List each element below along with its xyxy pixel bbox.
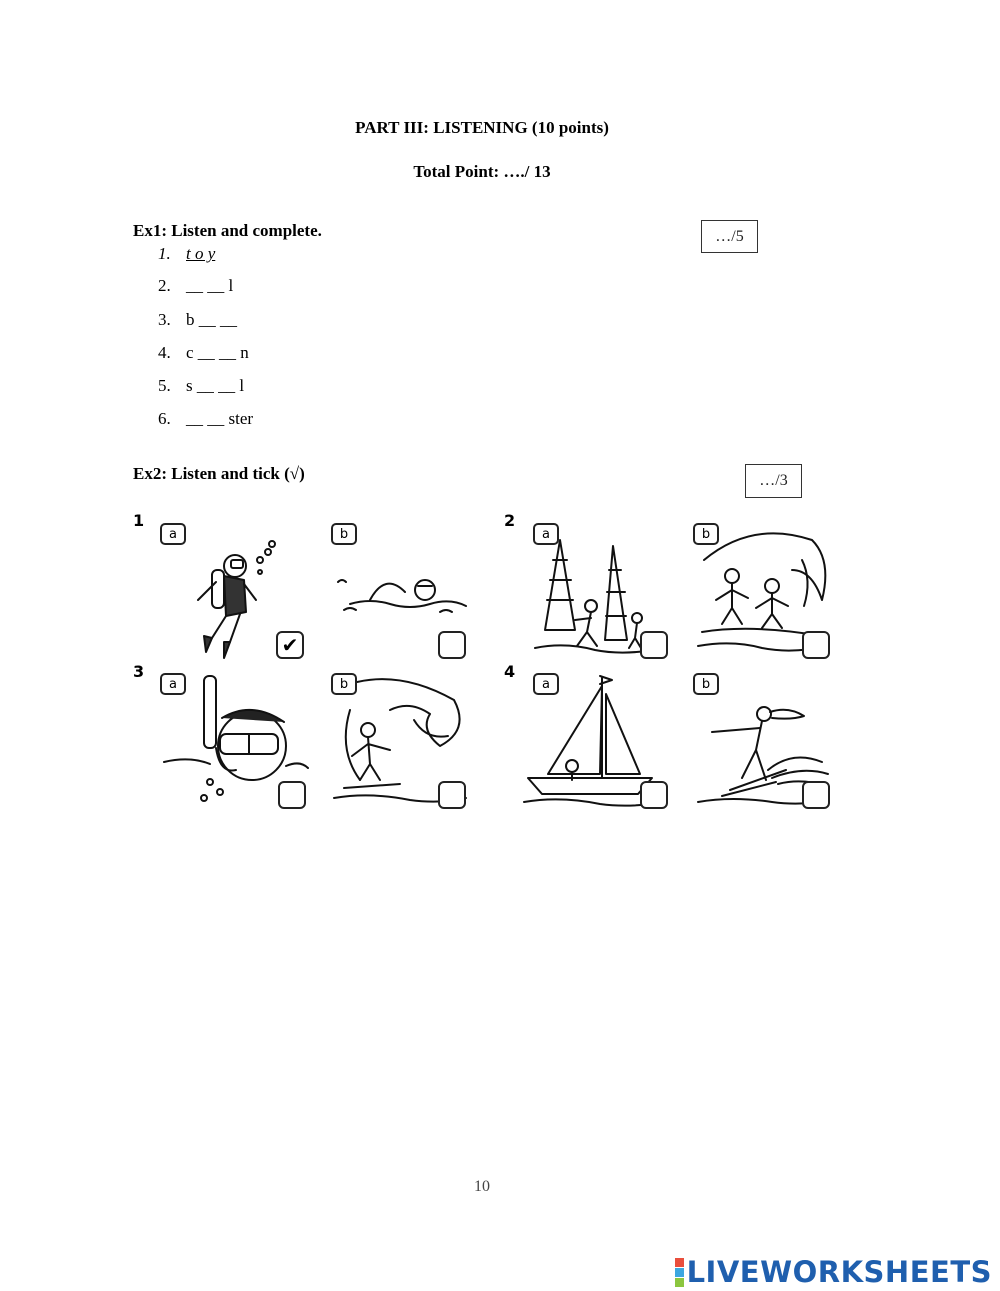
option-letter-2a: a bbox=[533, 523, 559, 545]
item-number: 4. bbox=[158, 343, 171, 362]
question-number-2: 2 bbox=[504, 511, 516, 530]
question-number-1: 1 bbox=[133, 511, 145, 530]
ex1-item-5 bbox=[158, 376, 336, 396]
tick-box-2b[interactable] bbox=[802, 631, 830, 659]
option-letter-3a: a bbox=[160, 673, 186, 695]
ex1-item-4 bbox=[158, 343, 336, 363]
item-answer-blank[interactable]: __ __ l bbox=[186, 276, 234, 295]
liveworksheets-logo[interactable] bbox=[675, 1255, 992, 1289]
ex1-item-3 bbox=[158, 310, 336, 330]
item-answer-blank[interactable]: s __ __ l bbox=[186, 376, 245, 395]
ex1-score-box: …/5 bbox=[701, 220, 758, 253]
tick-box-3b[interactable] bbox=[438, 781, 466, 809]
tick-box-3a[interactable] bbox=[278, 781, 306, 809]
item-number: 5. bbox=[158, 376, 171, 395]
tick-box-4a[interactable] bbox=[640, 781, 668, 809]
item-example-answer: t o y bbox=[186, 244, 216, 263]
option-letter-1b: b bbox=[331, 523, 357, 545]
item-number: 1. bbox=[158, 244, 171, 263]
tick-box-2a[interactable] bbox=[640, 631, 668, 659]
ex2-score-box: …/3 bbox=[745, 464, 802, 498]
item-number: 6. bbox=[158, 409, 171, 428]
item-number: 3. bbox=[158, 310, 171, 329]
item-number: 2. bbox=[158, 276, 171, 295]
option-letter-4b: b bbox=[693, 673, 719, 695]
option-letter-4a: a bbox=[533, 673, 559, 695]
item-answer-blank[interactable]: c __ __ n bbox=[186, 343, 249, 362]
question-number-4: 4 bbox=[504, 662, 516, 681]
tick-box-4b[interactable] bbox=[802, 781, 830, 809]
item-answer-blank[interactable]: __ __ ster bbox=[186, 409, 254, 428]
part-title: PART III: LISTENING (10 points) bbox=[355, 118, 609, 137]
brand-logo-icon bbox=[675, 1258, 684, 1287]
option-letter-1a: a bbox=[160, 523, 186, 545]
option-letter-3b: b bbox=[331, 673, 357, 695]
option-letter-2b: b bbox=[693, 523, 719, 545]
ex1-item-1 bbox=[158, 244, 336, 264]
total-point: Total Point: …./ 13 bbox=[413, 162, 551, 181]
ex1-item-6 bbox=[158, 409, 336, 429]
item-answer-blank[interactable]: b __ __ bbox=[186, 310, 237, 329]
ex1-item-2 bbox=[158, 276, 336, 296]
page-number: 10 bbox=[474, 1178, 490, 1195]
ex1-heading: Ex1: Listen and complete. bbox=[133, 221, 322, 240]
question-number-3: 3 bbox=[133, 662, 145, 681]
tick-box-1b[interactable] bbox=[438, 631, 466, 659]
ex2-heading: Ex2: Listen and tick (√) bbox=[133, 464, 305, 483]
tick-box-1a[interactable]: ✔ bbox=[276, 631, 304, 659]
brand-name: LIVEWORKSHEETS bbox=[686, 1255, 992, 1289]
